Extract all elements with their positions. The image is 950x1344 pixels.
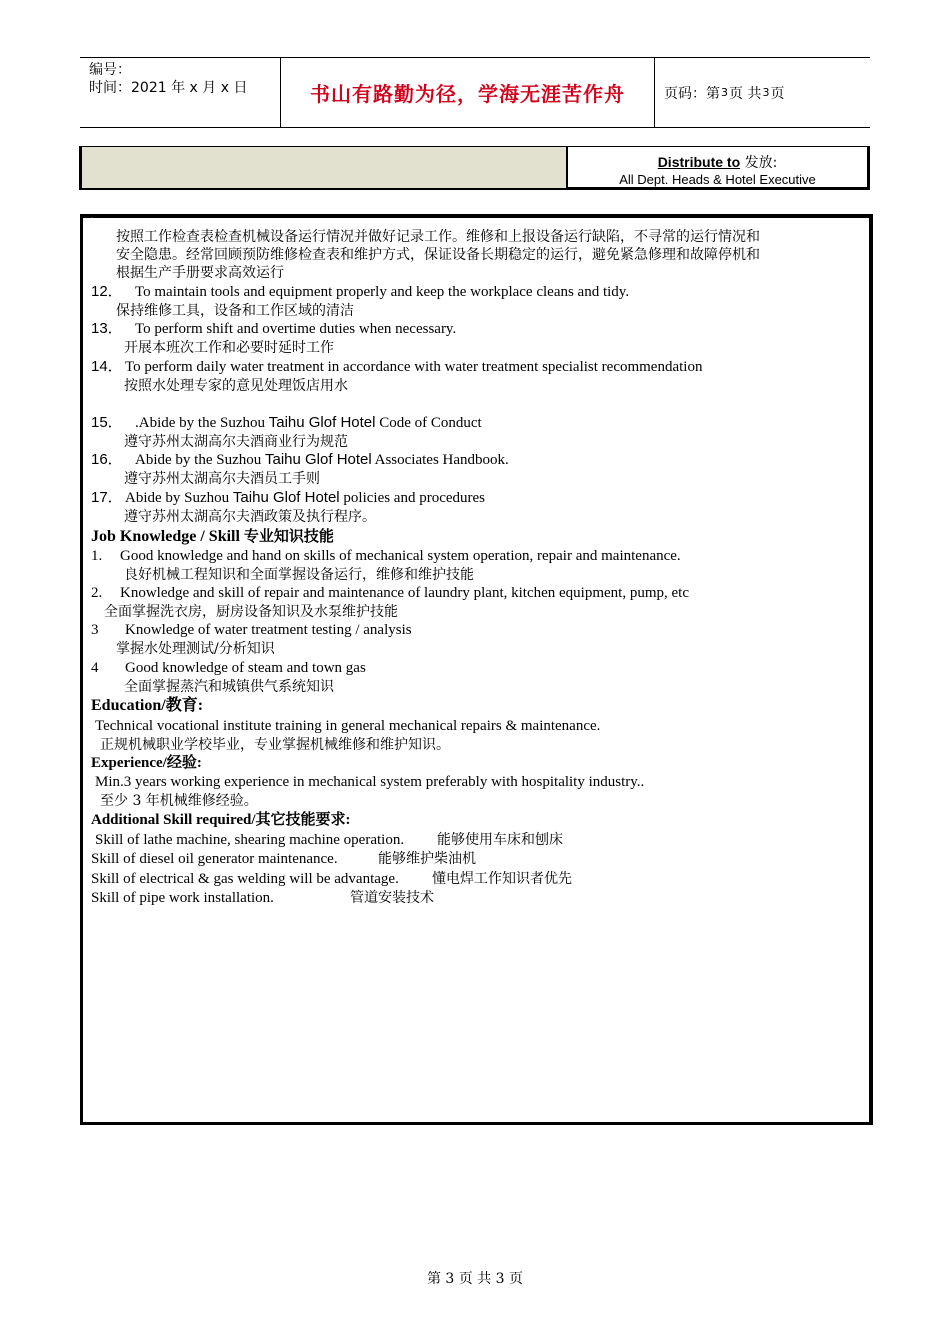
job1-number: 1. <box>91 548 103 564</box>
page-prefix: 页码：第 <box>664 85 720 102</box>
job4-number: 4 <box>91 660 99 676</box>
job2-number: 2. <box>91 585 103 601</box>
job1-en: Good knowledge and hand on skills of mechanical system operation, repair and maintenance. <box>120 548 681 564</box>
skill2-en: Skill of diesel oil generator maintenance. <box>91 851 338 867</box>
job2-cn: 全面掌握洗衣房，厨房设备知识及水泵维护技能 <box>104 604 398 620</box>
job3-en: Knowledge of water treatment testing / analysis <box>125 622 412 638</box>
page-suffix: 页 <box>770 85 785 102</box>
page-mid: 页 共 <box>729 85 762 102</box>
experience-heading: Experience/经验: <box>91 755 202 771</box>
item16-number: 16． <box>91 451 123 468</box>
distribute-box <box>79 146 870 190</box>
header-motto: 书山有路勤为径，学海无涯苦作舟 <box>281 58 655 127</box>
item14-cn: 按照水处理专家的意见处理饭店用水 <box>124 378 348 394</box>
item17-en-c: policies and procedures <box>339 490 486 506</box>
item13-cn: 开展本班次工作和必要时延时工作 <box>124 340 334 356</box>
skill1-cn: 能够使用车床和刨床 <box>437 832 563 848</box>
item17-en <box>125 489 485 507</box>
item15-hotel-name: Taihu Glof Hotel <box>268 414 376 431</box>
job3-cn: 掌握水处理测试/分析知识 <box>116 641 275 657</box>
job-title-cn: 专业知识技能 <box>243 527 334 545</box>
item15-en-a: .Abide by the Suzhou <box>135 415 269 431</box>
item16-hotel-name: Taihu Glof Hotel <box>264 451 372 468</box>
distribute-label: Distribute to <box>657 154 741 170</box>
item13-en: To perform shift and overtime duties when necessary. <box>135 321 457 337</box>
item11-cn-line1: 按照工作检查表检查机械设备运行情况并做好记录工作。维修和上报设备运行缺陷，不寻常的运行情况和 <box>116 229 760 245</box>
experience-cn: 至少 3 年机械维修经验。 <box>100 793 258 809</box>
education-heading: Education/教育: <box>91 697 204 714</box>
job2-en: Knowledge and skill of repair and maintenance of laundry plant, kitchen equipment, pump, etc <box>120 585 689 601</box>
item15-cn: 遵守苏州太湖高尔夫酒商业行为规范 <box>124 434 348 450</box>
additional-skill-heading: Additional Skill required/其它技能要求: <box>91 812 351 828</box>
distribute-value: All Dept. Heads & Hotel Executive <box>619 172 816 187</box>
item14-number: 14． <box>91 358 123 375</box>
item15-en-c: Code of Conduct <box>375 415 482 431</box>
page-header <box>80 57 870 128</box>
item12-en: To maintain tools and equipment properly and keep the workplace cleans and tidy. <box>135 284 630 300</box>
page-total: 3 <box>762 86 770 99</box>
item17-number: 17． <box>91 489 123 506</box>
job1-cn: 良好机械工程知识和全面掌握设备运行，维修和维护技能 <box>124 567 474 583</box>
education-cn: 正规机械职业学校毕业，专业掌握机械维修和维护知识。 <box>100 737 450 753</box>
distribute-cell <box>568 147 867 188</box>
job-knowledge-heading <box>91 527 334 546</box>
distribute-gray-cell <box>82 147 568 188</box>
item16-en <box>135 451 509 469</box>
time-label: 时间：2021 年 x 月 x 日 <box>89 80 248 96</box>
item11-cn-line3: 根据生产手册要求高效运行 <box>116 265 284 281</box>
page-footer: 第 3 页 共 3 页 <box>426 1271 524 1287</box>
item14-en: To perform daily water treatment in accordance with water treatment specialist recommendation <box>125 359 703 375</box>
item15-number: 15． <box>91 414 123 431</box>
header-meta <box>80 58 281 127</box>
job4-en: Good knowledge of steam and town gas <box>125 660 366 676</box>
job4-cn: 全面掌握蒸汽和城镇供气系统知识 <box>124 679 334 695</box>
education-en: Technical vocational institute training in general mechanical repairs & maintenance. <box>95 718 601 734</box>
skill2-cn: 能够维护柴油机 <box>378 851 476 867</box>
distribute-label-cn: 发放: <box>740 155 778 171</box>
item11-cn-line2: 安全隐患。经常回顾预防维修检查表和维护方式，保证设备长期稳定的运行，避免紧急修理和故障停机和 <box>116 247 760 263</box>
distribute-label-line <box>568 154 867 171</box>
item17-hotel-name: Taihu Glof Hotel <box>232 489 340 506</box>
header-page-info <box>655 58 870 127</box>
item16-en-a: Abide by the Suzhou <box>135 452 265 468</box>
page-number: 3 <box>721 86 728 99</box>
item17-cn: 遵守苏州太湖高尔夫酒政策及执行程序。 <box>124 509 376 525</box>
content-top-rule <box>83 216 869 218</box>
item12-number: 12． <box>91 283 123 300</box>
item13-number: 13． <box>91 320 123 337</box>
item16-cn: 遵守苏州太湖高尔夫酒员工手则 <box>124 471 320 487</box>
skill1-en: Skill of lathe machine, shearing machine operation. <box>95 832 405 848</box>
item17-en-a: Abide by Suzhou <box>125 490 233 506</box>
item16-en-c: Associates Handbook. <box>371 452 509 468</box>
margin-mark: ` <box>91 216 94 225</box>
skill4-en: Skill of pipe work installation. <box>91 890 274 906</box>
item15-en <box>135 414 482 432</box>
skill3-en: Skill of electrical & gas welding will be advantage. <box>91 871 399 887</box>
skill3-cn: 懂电焊工作知识者优先 <box>432 871 572 887</box>
experience-en: Min.3 years working experience in mechanical system preferably with hospitality industry.. <box>95 774 645 790</box>
job-title-en: Job Knowledge / Skill <box>91 528 244 545</box>
item12-cn: 保持维修工具，设备和工作区域的清洁 <box>116 303 354 319</box>
job3-number: 3 <box>91 622 99 638</box>
code-label: 编号： <box>89 62 131 78</box>
skill4-cn: 管道安装技术 <box>350 890 434 906</box>
